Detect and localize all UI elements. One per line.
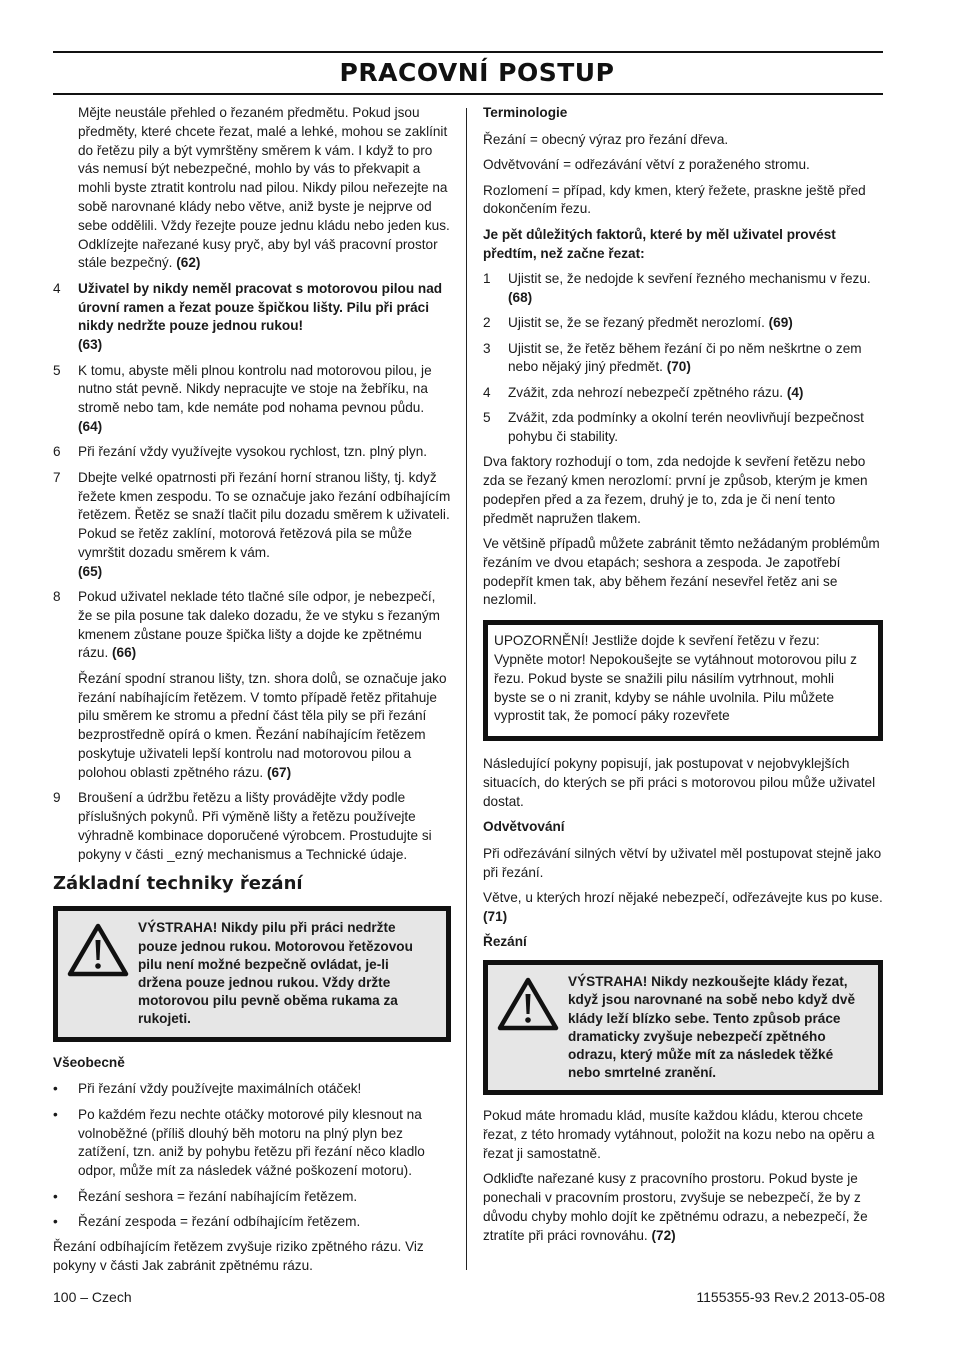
- item-number: 1: [483, 270, 491, 286]
- notice-text: UPOZORNĚNÍ! Jestliže dojde k sevření řetězu v řezu: Vypněte motor! Nepokoušejte se vytáhnout motorovou pilu z řezu. Pokud byste se snažili pilu násilím vytrhnout, mohli byste se o ni zranit, kdyby se náhle uvolnila. Pilu můžete vyprostit tak, že pomocí páky rozevřete: [494, 633, 857, 724]
- list-item: [483, 270, 883, 308]
- bullet-text: Řezání seshora = řezání nabíhajícím řetězem.: [78, 1188, 358, 1204]
- figure-ref: (68): [508, 289, 533, 305]
- item-number: 5: [483, 410, 491, 426]
- figure-ref: (64): [78, 418, 103, 434]
- term-definition: Rozlomení = případ, kdy kmen, který řežete, praskne ještě před dokončením řezu.: [483, 182, 866, 217]
- figure-ref: (66): [112, 645, 137, 661]
- bullet-item: [53, 1213, 451, 1232]
- bullet-text: Po každém řezu nechte otáčky motorové pily klesnout na volnoběžné (příliš dlouhý běh motoru na plný plyn bez zatížení, tzn. aniž by pohybu řetězu při řezání něco kladlo odpor, může mít za následek vážné poškození motoru).: [78, 1106, 425, 1179]
- item-number: 5: [53, 362, 61, 378]
- paragraph: Ve většině případů můžete zabránit těmto nežádaným problémům řezáním ve dvou etapách; seshora a zespoda. Je zapotřebí podepřít kmen tak, aby během řezání nesevřel řetěz ani se nezlomil.: [483, 536, 880, 608]
- page-title: PRACOVNÍ POSTUP: [339, 58, 615, 87]
- right-column: [483, 104, 883, 1252]
- item-number: 7: [53, 469, 61, 485]
- item-number: 2: [483, 315, 491, 331]
- term-definition: Řezání = obecný výraz pro řezání dřeva.: [483, 131, 729, 147]
- item-number: 6: [53, 444, 61, 460]
- left-column: [53, 104, 451, 1283]
- warning-triangle-icon: [488, 973, 568, 1082]
- figure-ref: (67): [266, 764, 292, 780]
- bullet-text: Řezání zespoda = řezání odbíhajícím řetězem.: [78, 1214, 361, 1230]
- subheading-terminology: Terminologie: [483, 105, 568, 120]
- warning-triangle-icon: [58, 919, 138, 1028]
- item-text: Ujistit se, že se řezaný předmět nerozlomí. (69): [508, 315, 793, 331]
- item-continuation: Řezání spodní stranou lišty, tzn. shora dolů, se označuje jako řezání nabíhajícím řetězem. V tomto případě řetěz přitahuje pilu směrem ke stromu a přední část těla pily se při řezání bezprostředně opírá o kmen. Řezání nabíhajícím řetězem poskytuje uživateli lepší kontrolu nad motorovou pilou a polohou oblasti zpětného rázu. (67): [78, 670, 447, 780]
- subheading-limbing: Odvětvování: [483, 819, 565, 835]
- list-item: [53, 362, 451, 437]
- item-text: Broušení a údržbu řetězu a lišty provádějte vždy podle příslušných pokynů. Při výměně lišty a řetězu používejte výhradně kombinace doporučené výrobcem. Prostudujte si pokyny v části _ezný mechanismus a Technické údaje.: [78, 790, 432, 862]
- bullet-item: [53, 1188, 451, 1207]
- item-text: Pokud uživatel neklade této tlačné síle odpor, je nebezpečí, že se pila posune tak daleko dozadu, že ve styku s řezaným kmenem zůstane pouze špička lišty a dojde ke zpětnému rázu. (66): [78, 589, 440, 661]
- item-text: Zvážit, zda podmínky a okolní terén neovlivňují bezpečnost pohybu či stability.: [508, 410, 864, 444]
- item-text: K tomu, abyste měli plnou kontrolu nad motorovou pilou, je nutno stát pevně. Nikdy nepracujte ve stoje na žebříku, na stromě nebo tam, kde nemáte pod nohama pevnou půdu. (64): [78, 362, 432, 434]
- footer-page-number: 100 – Czech: [53, 1289, 132, 1305]
- subheading-general: Všeobecně: [53, 1054, 125, 1070]
- item-number: 3: [483, 340, 491, 356]
- closing-paragraph: Řezání odbíhajícím řetězem zvyšuje riziko zpětného rázu. Viz pokyny v části Jak zabránit zpětnému rázu.: [53, 1239, 424, 1274]
- list-item: [53, 789, 451, 864]
- bullet: •: [53, 1106, 58, 1122]
- term-definition: Odvětvování = odřezávání větví z poraženého stromu.: [483, 157, 810, 173]
- item-text: Při řezání vždy využívejte vysokou rychlost, tzn. plný plyn.: [78, 444, 428, 460]
- top-rule: [53, 51, 883, 53]
- item-number: 4: [53, 280, 61, 296]
- figure-ref: (65): [78, 563, 103, 579]
- item-text: Uživatel by nikdy neměl pracovat s motorovou pilou nad úrovní ramen a řezat pouze špičkou lišty. Pilu při práci nikdy nedržte pouze jednou rukou! (63): [78, 280, 443, 353]
- list-item: [483, 409, 883, 447]
- column-divider: [466, 108, 467, 1270]
- paragraph: Větve, u kterých hrozí nějaké nebezpečí, odřezávejte kus po kuse. (71): [483, 890, 883, 925]
- item-number: 9: [53, 790, 61, 806]
- bullet: •: [53, 1081, 58, 1097]
- item-number: 8: [53, 589, 61, 605]
- figure-ref: (4): [786, 384, 804, 400]
- figure-ref: (72): [651, 1227, 676, 1243]
- paragraph: Při odřezávání silných větví by uživatel měl postupovat stejně jako při řezání.: [483, 846, 882, 880]
- figure-ref: (63): [78, 337, 103, 353]
- factors-heading: Je pět důležitých faktorů, které by měl uživatel provést předtím, než začne řezat:: [483, 226, 836, 261]
- paragraph: Následující pokyny popisují, jak postupovat v nejobvyklejších situacích, do kterých se při práci s motorovou pilou může uživatel dostat.: [483, 756, 876, 809]
- bullet: •: [53, 1188, 58, 1204]
- item-text: Ujistit se, že řetěz během řezání či po něm neškrtne o zem nebo nějaký jiný předmět. (70): [508, 340, 862, 375]
- bullet-item: [53, 1080, 451, 1099]
- warning-text: VÝSTRAHA! Nikdy nezkoušejte klády řezat, když jsou narovnané na sobě nebo když dvě klády leží blízko sebe. Tento způsob práce dramaticky zvyšuje nebezpečí zpětného odrazu, který může mít za následek těžké nebo smrtelné zranění.: [568, 974, 856, 1081]
- list-item: [53, 443, 451, 462]
- bullet-text: Při řezání vždy používejte maximálních otáček!: [78, 1081, 362, 1097]
- item-text: Ujistit se, že nedojde k sevření řezného mechanismu v řezu. (68): [508, 270, 871, 305]
- item-text: Dbejte velké opatrnosti při řezání horní stranou lišty, tj. když řežete kmen zespodu. To se označuje jako řezání odbíhajícím řetězem. Řetěz se snaží tlačit pilu dozadu směrem k uživateli. Pokud se řetěz zaklíní, motorová řetězová pila se může vymrštit dozadu směrem k vám. (65): [78, 469, 451, 579]
- paragraph: Pokud máte hromadu klád, musíte každou kládu, kterou chcete řezat, z této hromady vytáhnout, položit na kozu nebo na opěru a řezat ji samostatně.: [483, 1108, 875, 1162]
- figure-ref: (69): [768, 315, 793, 331]
- item-number: 4: [483, 384, 491, 400]
- paragraph: Odkliďte nařezané kusy z pracovního prostoru. Pokud byste je ponechali v pracovním prostoru, zvyšuje se nebezpečí, že by z důvodu chyby mohlo dojít ke zpětnému odrazu, a nebezpečí, že ztratíte při práci rovnováhu. (72): [483, 1171, 868, 1243]
- list-item: [53, 588, 451, 663]
- list-item: [53, 280, 451, 355]
- warning-box: [53, 906, 451, 1041]
- list-item: [483, 314, 883, 333]
- section-title: Základní techniky řezání: [53, 873, 303, 895]
- item-text: Zvážit, zda nehrozí nebezpečí zpětného rázu. (4): [508, 384, 804, 400]
- warning-text: VÝSTRAHA! Nikdy pilu při práci nedržte pouze jednou rukou. Motorovou řetězovou pilu není možné bezpečně ovládat, je-li držena pouze jednou rukou. Vždy držte motorovou pilu pevně oběma rukama za rukojeti.: [138, 920, 413, 1027]
- figure-ref: (62): [176, 255, 201, 271]
- paragraph: Dva faktory rozhodují o tom, zda nedojde k sevření řetězu nebo zda se řezaný kmen nerozlomí: první je způsob, kterým je kmen podepřen před a za řezem, druhý je to, zda je či není tento předmět napružen tlakem.: [483, 454, 868, 526]
- warning-box: [483, 960, 883, 1095]
- notice-box: [483, 620, 883, 741]
- figure-ref: (70): [666, 359, 691, 375]
- bullet: •: [53, 1214, 58, 1230]
- list-item: [483, 340, 883, 378]
- subheading-cutting: Řezání: [483, 934, 527, 950]
- title-underline: [53, 93, 883, 95]
- figure-ref: (71): [483, 909, 508, 925]
- list-item: [53, 469, 451, 582]
- footer-document-id: 1155355-93 Rev.2 2013-05-08: [696, 1289, 885, 1305]
- list-item: [483, 384, 883, 403]
- bullet-item: [53, 1106, 451, 1181]
- intro-paragraph: Mějte neustále přehled o řezaném předmětu. Pokud jsou předměty, které chcete řezat, malé a lehké, mohou se zaklínit do řetězu pily a být vymrštěny směrem k vám. I když to pro vás nemusí být nebezpečné, mohlo by vás to překvapit a mohli byste ztratit kontrolu nad pilou. Nikdy pilou neřezejte na sobě narovnané klády nebo větve, aniž byste je nejprve od sebe oddělili. Vždy řezejte pouze jednu kládu nebo jeden kus. Odklízejte nařezané kusy pryč, aby byl váš pracovní prostor stále bezpečný. (62): [78, 105, 450, 271]
